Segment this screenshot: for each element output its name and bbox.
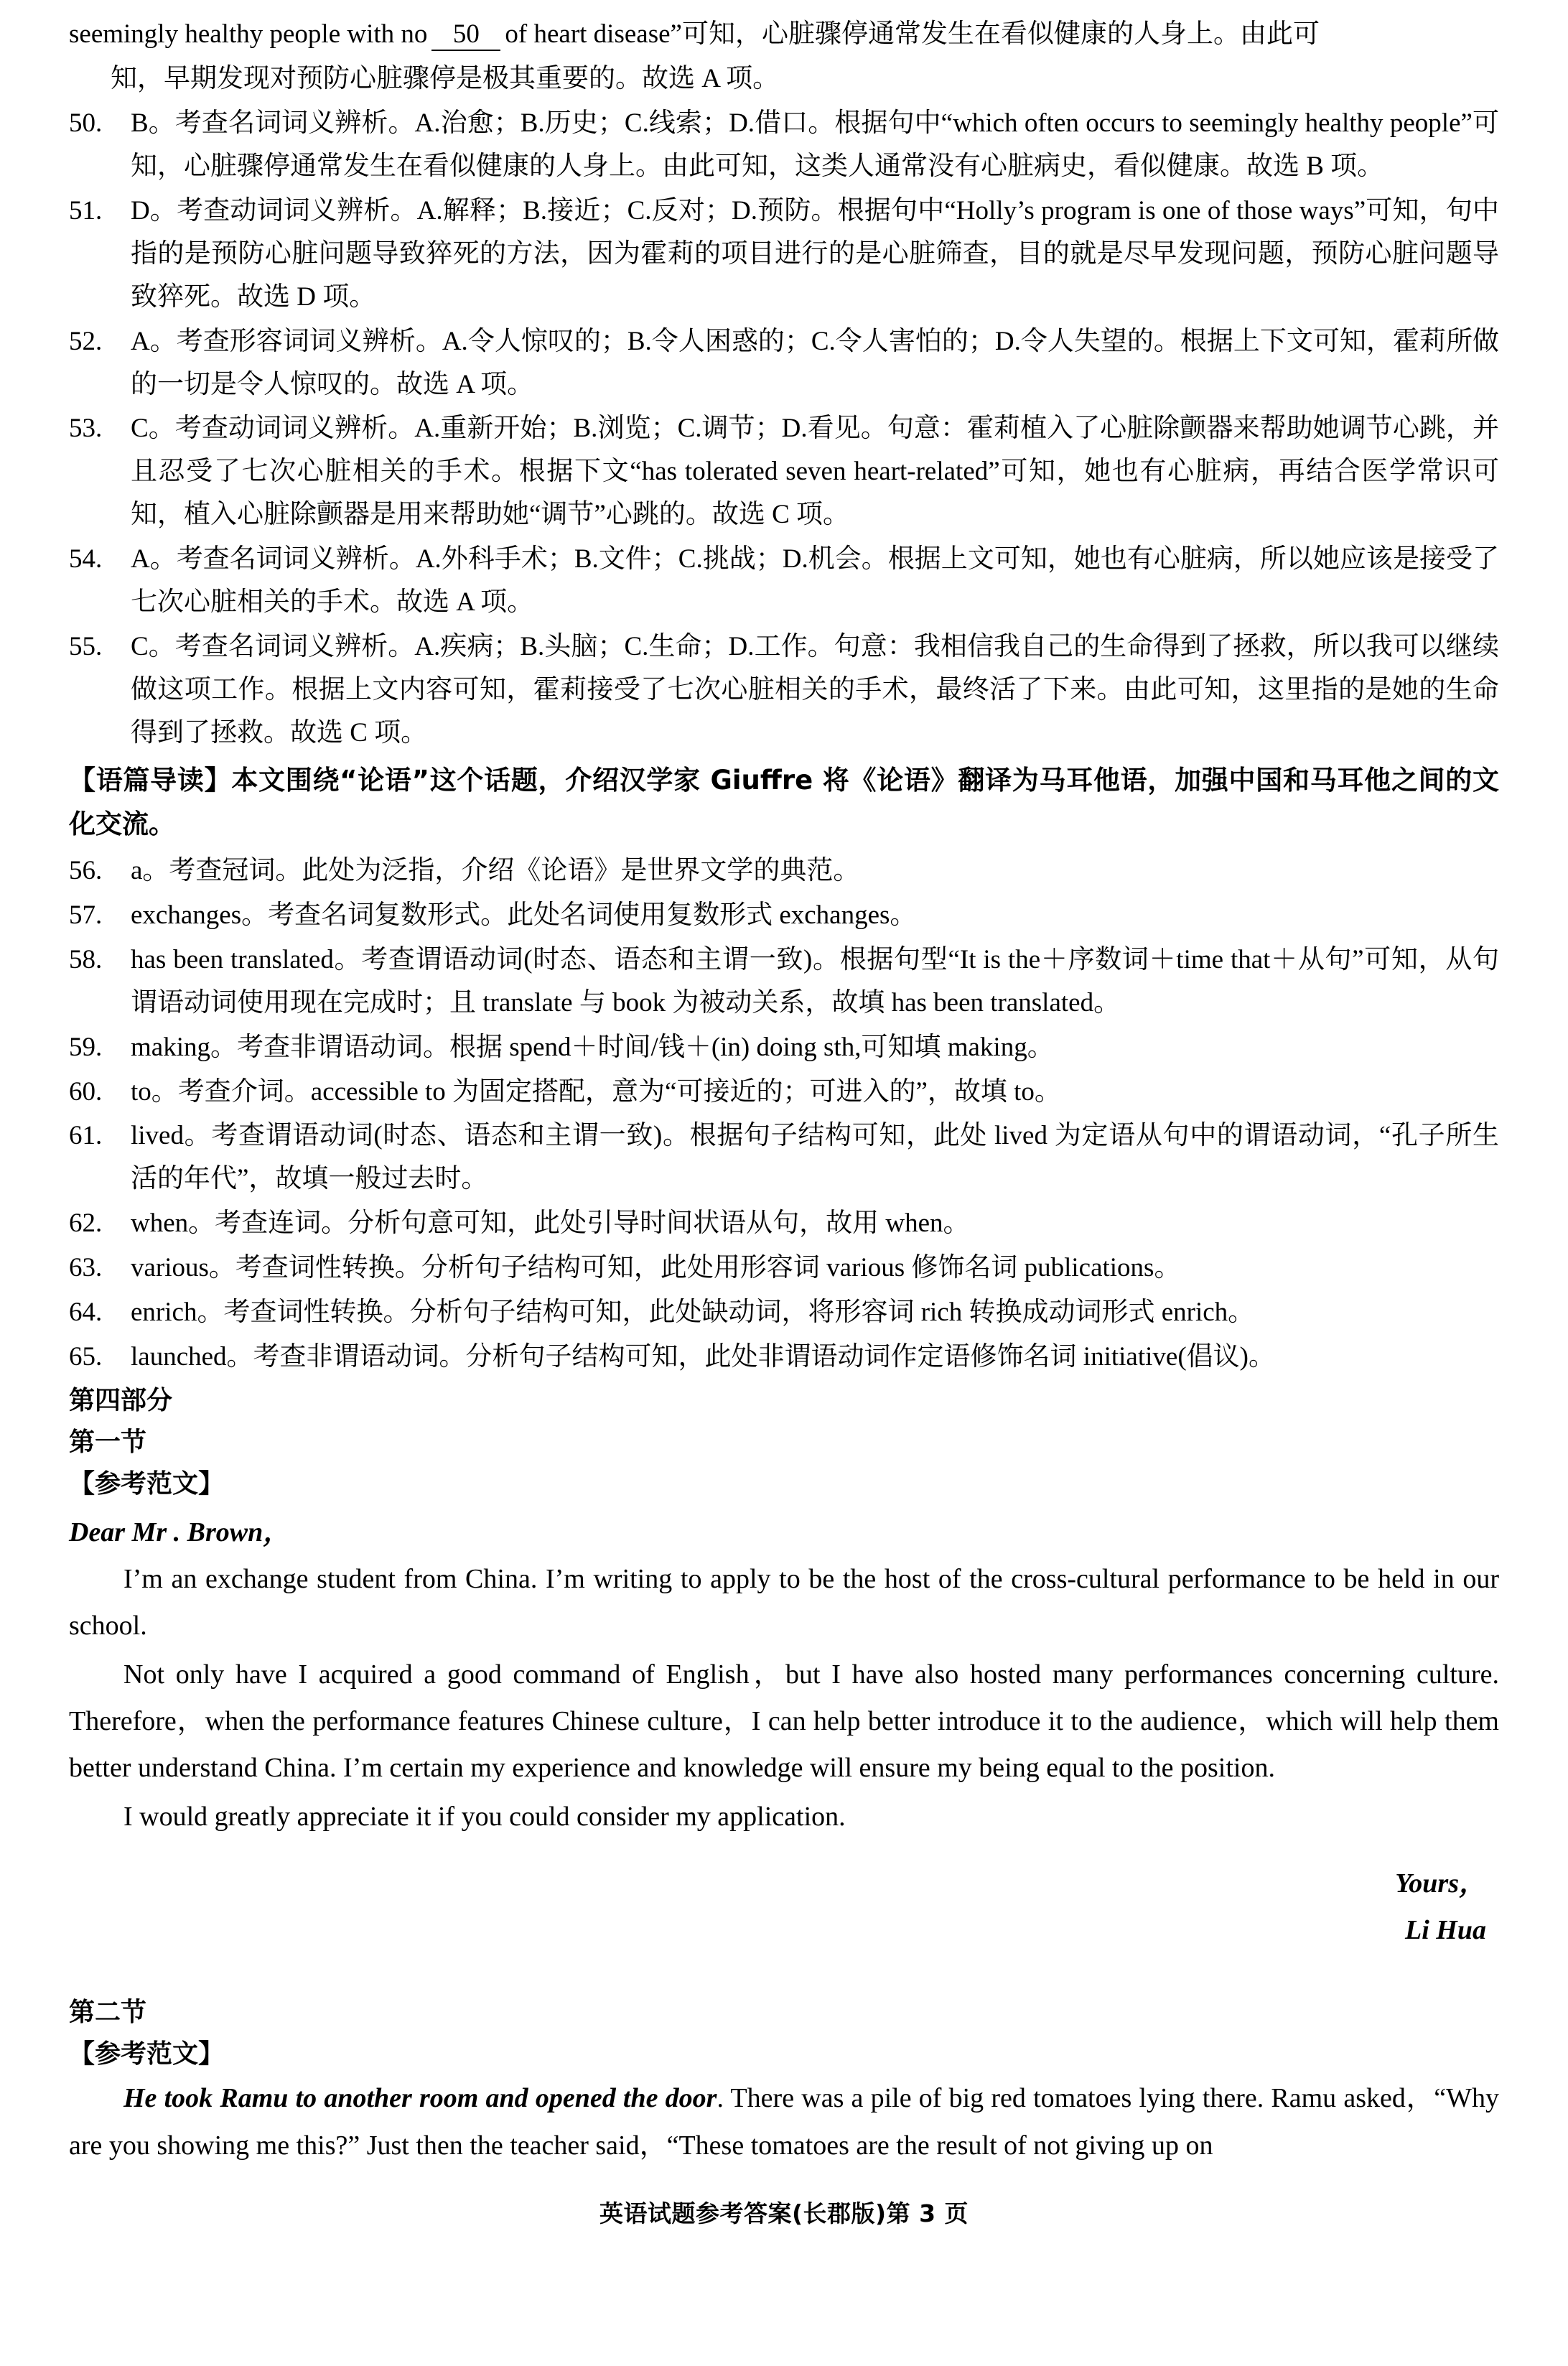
continuation-line2-text: 知，早期发现对预防心脏骤停是极其重要的。故选 A 项。 xyxy=(111,63,780,93)
item-body: C。考查名词词义辨析。A.疾病；B.头脑；C.生命；D.工作。句意：我相信我自己的生命得到了拯救，所以我可以继续做这项工作。根据上文内容可知，霍莉接受了七次心脏相关的手术，最终活了下来。由此可知，这里指的是她的生命得到了拯救。故选 C 项。 xyxy=(131,632,1499,747)
grammar-item-56 xyxy=(69,849,1499,893)
letter-sign-off: Yours， xyxy=(1395,1868,1486,1899)
item-body: to。考查介词。accessible to 为固定搭配，意为“可接近的；可进入的”，故填 to。 xyxy=(131,1076,1061,1107)
item-body: A。考查形容词词义辨析。A.令人惊叹的；B.令人困惑的；C.令人害怕的；D.令人失望的。根据上下文可知，霍莉所做的一切是令人惊叹的。故选 A 项。 xyxy=(131,326,1499,399)
grammar-item-63 xyxy=(69,1247,1499,1290)
item-body: launched。考查非谓语动词。分析句子结构可知，此处非谓语动词作定语修饰名词 initiative(倡议)。 xyxy=(131,1342,1275,1372)
item-number: 51. xyxy=(69,195,103,225)
letter-signature: Li Hua xyxy=(1405,1914,1486,1945)
item-body: when。考查连词。分析句意可知，此处引导时间状语从句，故用 when。 xyxy=(131,1208,970,1239)
item-body: D。考查动词词义辨析。A.解释；B.接近；C.反对；D.预防。根据句中“Holly’s program is one of those ways”可知，句中指的是预防心脏问题导致猝死的方法，因为霍莉的项目进行的是心脏筛查，目的就是尽早发现问题，预防心脏问题导致猝死。故选 D 项。 xyxy=(131,195,1499,312)
item-number: 56. xyxy=(69,855,103,885)
item-number: 55. xyxy=(69,632,103,662)
item-number: 63. xyxy=(69,1253,103,1283)
continuation-paragraph-line2 xyxy=(69,57,1499,101)
letter-paragraph-1: I’m an exchange student from China. I’m writing to apply to be the host of the cross-cultural performance to be held in our school. xyxy=(69,1563,1499,1641)
continuation-text-after-blank: of heart disease”可知，心脏骤停通常发生在看似健康的人身上。由此可 xyxy=(505,19,1320,49)
explanation-item-51 xyxy=(69,190,1499,319)
explanation-item-53 xyxy=(69,407,1499,536)
item-body: lived。考查谓语动词(时态、语态和主谓一致)。根据句子结构可知，此处 lived 为定语从句中的谓语动词，“孔子所生活的年代”，故填一般过去时。 xyxy=(131,1121,1499,1194)
section-two-heading: 第二节 xyxy=(69,1998,147,2028)
letter-greeting: Dear Mr . Brown， xyxy=(69,1517,291,1548)
item-number: 59. xyxy=(69,1032,103,1062)
grammar-item-58 xyxy=(69,939,1499,1025)
item-number: 61. xyxy=(69,1121,103,1151)
item-number: 54. xyxy=(69,544,103,574)
section-one-heading: 第一节 xyxy=(69,1427,147,1458)
page-footer xyxy=(69,2195,1499,2242)
item-body: exchanges。考查名词复数形式。此处名词使用复数形式 exchanges。 xyxy=(131,900,917,930)
footer-text: 英语试题参考答案(长郡版)第 3 页 xyxy=(599,2199,969,2227)
reading-guide-text: 本文围绕“论语”这个话题，介绍汉学家 Giuffre 将《论语》翻译为马耳他语，加强中国和马耳他之间的文化交流。 xyxy=(69,764,1499,839)
item-number: 58. xyxy=(69,944,103,974)
grammar-item-65 xyxy=(69,1336,1499,1379)
item-body: various。考查词性转换。分析句子结构可知，此处用形容词 various 修饰名词 publications。 xyxy=(131,1253,1181,1283)
explanation-item-52 xyxy=(69,320,1499,406)
item-number: 64. xyxy=(69,1298,103,1328)
part-four-heading: 第四部分 xyxy=(69,1386,173,1416)
item-body: making。考查非谓语动词。根据 spend＋时间/钱＋(in) doing sth,可知填 making。 xyxy=(131,1032,1054,1062)
story-rest: . There was a pile of big red tomatoes lying there. Ramu asked，“Why are you showing me this?” Just then the teacher said，“These tomatoes are the result of not giving up on xyxy=(69,2083,1499,2161)
item-number: 60. xyxy=(69,1076,103,1107)
story-italic-lead: He took Ramu to another room and opened the door xyxy=(123,2083,717,2114)
item-number: 50. xyxy=(69,108,103,138)
section-one-model-label: 【参考范文】 xyxy=(69,1469,225,1499)
item-number: 65. xyxy=(69,1342,103,1372)
item-body: A。考查名词词义辨析。A.外科手术；B.文件；C.挑战；D.机会。根据上文可知，她也有心脏病，所以她应该是接受了七次心脏相关的手术。故选 A 项。 xyxy=(131,544,1499,618)
item-number: 53. xyxy=(69,414,103,444)
grammar-item-59 xyxy=(69,1026,1499,1069)
item-number: 57. xyxy=(69,900,103,930)
item-body: enrich。考查词性转换。分析句子结构可知，此处缺动词，将形容词 rich 转换成动词形式 enrich。 xyxy=(131,1298,1255,1328)
section-gap xyxy=(69,1953,1499,1990)
section-two-model-label: 【参考范文】 xyxy=(69,2039,225,2069)
item-body: a。考查冠词。此处为泛指，介绍《论语》是世界文学的典范。 xyxy=(131,855,860,885)
explanation-item-54 xyxy=(69,538,1499,624)
item-body: B。考查名词词义辨析。A.治愈；B.历史；C.线索；D.借口。根据句中“which often occurs to seemingly healthy people”可知，心脏骤停通常发生在看似健康的人身上。由此可知，这类人通常没有心脏病史，看似健康。故选 B 项。 xyxy=(131,108,1499,181)
letter-gap xyxy=(69,1842,1499,1860)
continuation-paragraph xyxy=(69,13,1499,56)
blank-answer-50: 50 xyxy=(431,20,500,51)
explanation-item-55 xyxy=(69,625,1499,755)
reading-guide xyxy=(69,759,1499,847)
reading-guide-label: 【语篇导读】 xyxy=(69,764,232,796)
item-body: has been translated。考查谓语动词(时态、语态和主谓一致)。根据句型“It is the＋序数词＋time that＋从句”可知，从句谓语动词使用现在完成时；且 translate 与 book 为被动关系，故填 has been translated。 xyxy=(131,944,1499,1017)
item-number: 62. xyxy=(69,1208,103,1239)
grammar-item-64 xyxy=(69,1291,1499,1334)
grammar-item-61 xyxy=(69,1114,1499,1201)
story-paragraph xyxy=(69,2075,1499,2169)
item-number: 52. xyxy=(69,326,103,356)
grammar-item-57 xyxy=(69,894,1499,937)
explanation-item-50 xyxy=(69,102,1499,188)
letter-paragraph-2: Not only have I acquired a good command of English，but I have also hosted many performances concerning culture. Therefore，when the performance features Chinese culture，I can help better introduce it to the audience，which will help them better understand China. I’m certain my experience and knowledge will ensure my being equal to the position. xyxy=(69,1659,1499,1784)
letter-paragraph-3: I would greatly appreciate it if you could consider my application. xyxy=(123,1801,846,1832)
item-body: C。考查动词词义辨析。A.重新开始；B.浏览；C.调节；D.看见。句意：霍莉植入了心脏除颤器来帮助她调节心跳，并且忍受了七次心脏相关的手术。根据下文“has tolerated seven heart-related”可知，她也有心脏病，再结合医学常识可知，植入心脏除颤器是用来帮助她“调节”心跳的。故选 C 项。 xyxy=(131,414,1499,530)
grammar-item-60 xyxy=(69,1071,1499,1114)
continuation-text-before-blank: seemingly healthy people with no xyxy=(69,19,428,49)
grammar-item-62 xyxy=(69,1202,1499,1245)
